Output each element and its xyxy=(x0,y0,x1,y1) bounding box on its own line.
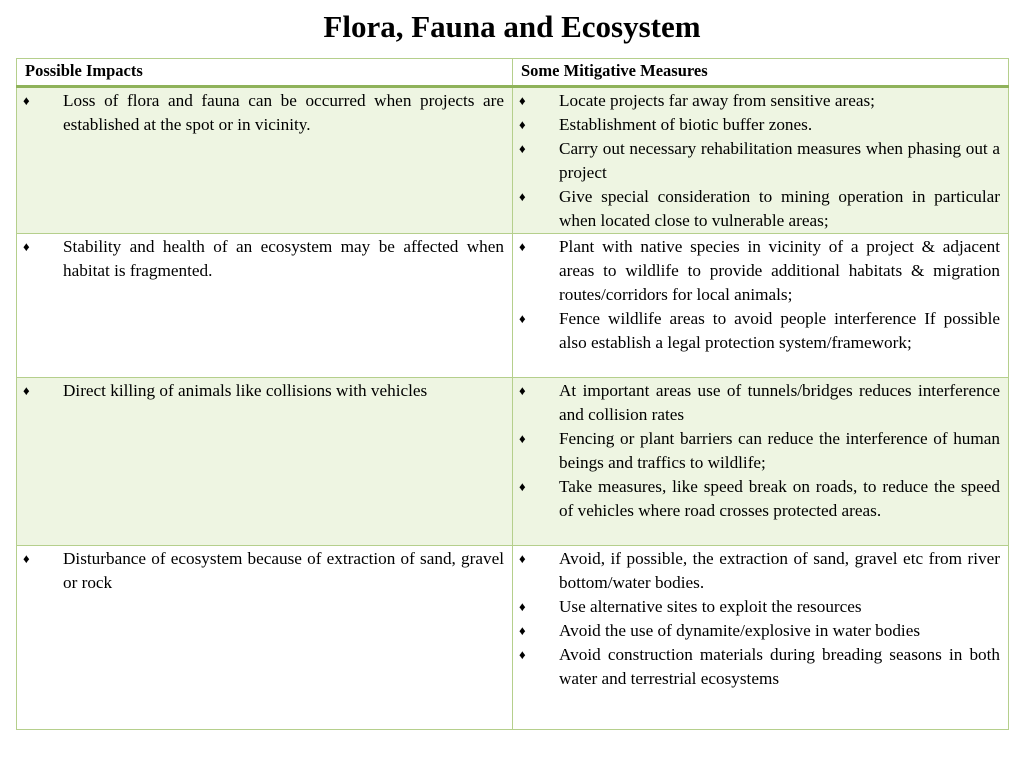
list-item xyxy=(519,379,1000,427)
list-item xyxy=(519,113,1000,137)
impacts-cell xyxy=(17,378,513,546)
list-item xyxy=(519,235,1000,307)
diamond-bullet-icon: ♦ xyxy=(519,623,526,638)
diamond-bullet-icon: ♦ xyxy=(519,599,526,614)
list-item xyxy=(519,137,1000,185)
table-row xyxy=(17,87,1009,234)
diamond-bullet-icon: ♦ xyxy=(519,141,526,156)
list-item xyxy=(23,235,504,283)
measure-text: Use alternative sites to exploit the resources xyxy=(559,597,862,616)
measure-text: Locate projects far away from sensitive areas; xyxy=(559,91,875,110)
measure-text: Avoid, if possible, the extraction of sand, gravel etc from river bottom/water bodies. xyxy=(559,549,1000,592)
list-item xyxy=(519,643,1000,691)
measures-cell xyxy=(513,378,1009,546)
diamond-bullet-icon: ♦ xyxy=(519,311,526,326)
measure-text: Take measures, like speed break on roads, to reduce the speed of vehicles where road crosses protected areas. xyxy=(559,477,1000,520)
measure-text: Establishment of biotic buffer zones. xyxy=(559,115,813,134)
impact-text: Direct killing of animals like collisions with vehicles xyxy=(63,381,428,400)
impacts-cell xyxy=(17,546,513,730)
list-item xyxy=(519,547,1000,595)
list-item xyxy=(23,89,504,137)
header-mitigative-measures: Some Mitigative Measures xyxy=(513,59,1009,87)
diamond-bullet-icon: ♦ xyxy=(23,383,30,398)
impact-text: Stability and health of an ecosystem may be affected when habitat is fragmented. xyxy=(63,237,504,280)
diamond-bullet-icon: ♦ xyxy=(23,93,30,108)
measure-text: Fencing or plant barriers can reduce the interference of human beings and traffics to wildlife; xyxy=(559,429,1000,472)
list-item xyxy=(519,475,1000,523)
table-row xyxy=(17,234,1009,378)
diamond-bullet-icon: ♦ xyxy=(23,551,30,566)
impacts-cell xyxy=(17,87,513,234)
measure-text: Fence wildlife areas to avoid people interference If possible also establish a legal protection system/framework; xyxy=(559,309,1000,352)
list-item xyxy=(23,379,504,403)
diamond-bullet-icon: ♦ xyxy=(519,189,526,204)
table-row xyxy=(17,546,1009,730)
diamond-bullet-icon: ♦ xyxy=(23,239,30,254)
diamond-bullet-icon: ♦ xyxy=(519,383,526,398)
measure-text: Avoid the use of dynamite/explosive in water bodies xyxy=(559,621,921,640)
list-item xyxy=(519,185,1000,233)
header-possible-impacts: Possible Impacts xyxy=(17,59,513,87)
diamond-bullet-icon: ♦ xyxy=(519,239,526,254)
diamond-bullet-icon: ♦ xyxy=(519,93,526,108)
measure-text: Avoid construction materials during breading seasons in both water and terrestrial ecosystems xyxy=(559,645,1000,688)
measure-text: Give special consideration to mining operation in particular when located close to vulnerable areas; xyxy=(559,187,1000,230)
measures-cell xyxy=(513,234,1009,378)
impacts-measures-table xyxy=(16,58,1009,730)
diamond-bullet-icon: ♦ xyxy=(519,551,526,566)
measure-text: At important areas use of tunnels/bridges reduces interference and collision rates xyxy=(559,381,1000,424)
table-row xyxy=(17,378,1009,546)
diamond-bullet-icon: ♦ xyxy=(519,647,526,662)
page-title: Flora, Fauna and Ecosystem xyxy=(323,9,701,44)
impacts-cell xyxy=(17,234,513,378)
list-item xyxy=(519,595,1000,619)
list-item xyxy=(519,89,1000,113)
impact-text: Loss of flora and fauna can be occurred when projects are established at the spot or in vicinity. xyxy=(63,91,504,134)
measure-text: Plant with native species in vicinity of a project & adjacent areas to wildlife to provide additional habitats & migration routes/corridors for local animals; xyxy=(559,237,1000,304)
list-item xyxy=(519,307,1000,355)
diamond-bullet-icon: ♦ xyxy=(519,431,526,446)
diamond-bullet-icon: ♦ xyxy=(519,117,526,132)
diamond-bullet-icon: ♦ xyxy=(519,479,526,494)
impact-text: Disturbance of ecosystem because of extraction of sand, gravel or rock xyxy=(63,549,504,592)
measure-text: Carry out necessary rehabilitation measures when phasing out a project xyxy=(559,139,1000,182)
list-item xyxy=(23,547,504,595)
list-item xyxy=(519,427,1000,475)
list-item xyxy=(519,619,1000,643)
table-header-row xyxy=(17,59,1009,87)
measures-cell xyxy=(513,546,1009,730)
measures-cell xyxy=(513,87,1009,234)
